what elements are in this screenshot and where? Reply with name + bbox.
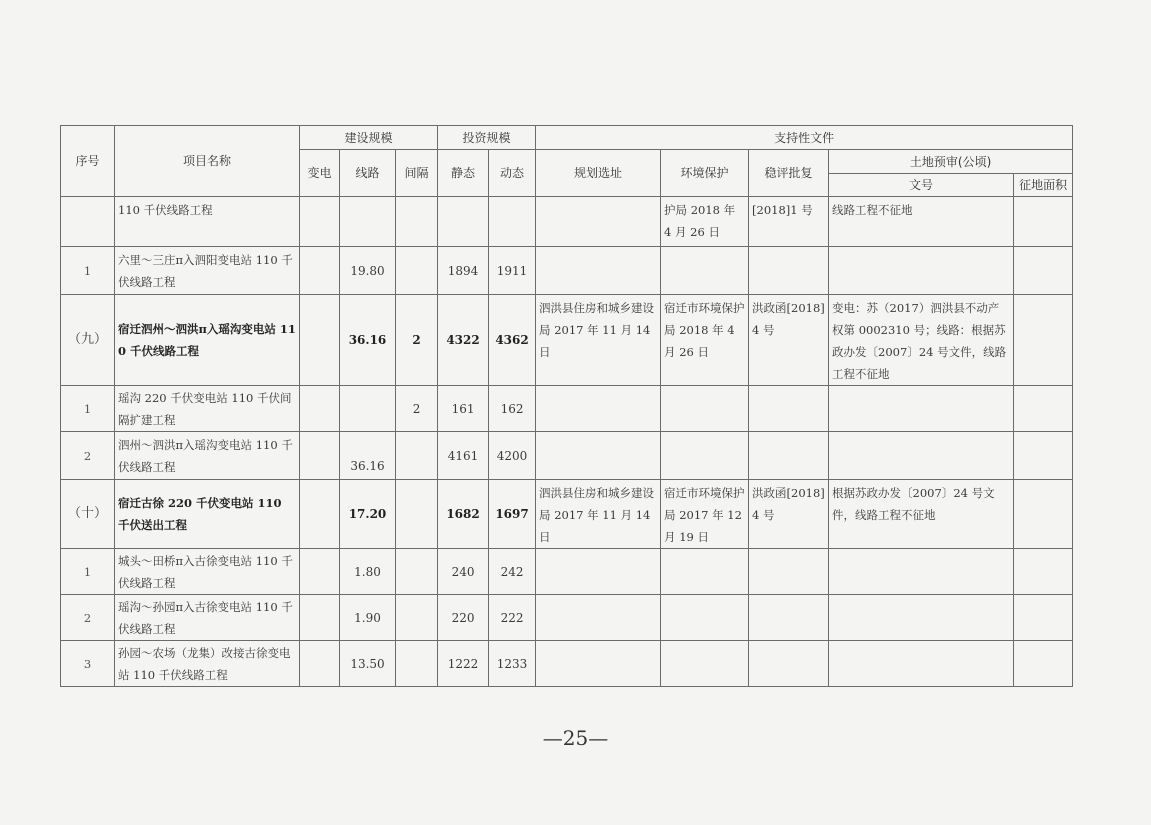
cell-seq: （九） bbox=[61, 295, 115, 386]
cell-dynamic: 162 bbox=[489, 386, 536, 432]
cell-line: 19.80 bbox=[340, 247, 396, 295]
table-row bbox=[61, 247, 1073, 295]
cell-doc-no: 线路工程不征地 bbox=[829, 197, 1014, 247]
cell-line: 13.50 bbox=[340, 641, 396, 687]
cell-env bbox=[661, 247, 749, 295]
cell-dynamic: 4200 bbox=[489, 432, 536, 480]
cell-area bbox=[1014, 386, 1073, 432]
header-static: 静态 bbox=[438, 150, 489, 197]
cell-substation bbox=[300, 480, 340, 549]
cell-seq: 3 bbox=[61, 641, 115, 687]
cell-name: 宿迁古徐 220 千伏变电站 110 千伏送出工程 bbox=[115, 480, 300, 549]
cell-bay bbox=[396, 641, 438, 687]
cell-planning: 泗洪县住房和城乡建设局 2017 年 11 月 14 日 bbox=[536, 480, 661, 549]
cell-name: 六里～三庄π入泗阳变电站 110 千伏线路工程 bbox=[115, 247, 300, 295]
cell-doc-no bbox=[829, 247, 1014, 295]
cell-stability bbox=[749, 386, 829, 432]
cell-planning bbox=[536, 595, 661, 641]
cell-line bbox=[340, 197, 396, 247]
cell-dynamic: 222 bbox=[489, 595, 536, 641]
header-substation: 变电 bbox=[300, 150, 340, 197]
cell-name: 孙园～农场（龙集）改接古徐变电站 110 千伏线路工程 bbox=[115, 641, 300, 687]
project-table bbox=[60, 125, 1073, 687]
header-doc-no: 文号 bbox=[829, 174, 1014, 197]
cell-area bbox=[1014, 295, 1073, 386]
cell-doc-no: 根据苏政办发〔2007〕24 号文件，线路工程不征地 bbox=[829, 480, 1014, 549]
table-row bbox=[61, 386, 1073, 432]
cell-seq: 1 bbox=[61, 386, 115, 432]
cell-stability: 洪政函[2018]4 号 bbox=[749, 295, 829, 386]
cell-area bbox=[1014, 595, 1073, 641]
cell-substation bbox=[300, 549, 340, 595]
cell-dynamic: 1697 bbox=[489, 480, 536, 549]
cell-static: 220 bbox=[438, 595, 489, 641]
table-row bbox=[61, 641, 1073, 687]
cell-planning: 泗洪县住房和城乡建设局 2017 年 11 月 14 日 bbox=[536, 295, 661, 386]
cell-planning bbox=[536, 386, 661, 432]
cell-seq: 1 bbox=[61, 247, 115, 295]
cell-seq: 2 bbox=[61, 432, 115, 480]
cell-static: 1894 bbox=[438, 247, 489, 295]
cell-static: 1682 bbox=[438, 480, 489, 549]
cell-stability bbox=[749, 641, 829, 687]
cell-env: 宿迁市环境保护局 2017 年 12 月 19 日 bbox=[661, 480, 749, 549]
table-row bbox=[61, 295, 1073, 386]
cell-bay bbox=[396, 549, 438, 595]
cell-planning bbox=[536, 432, 661, 480]
cell-name: 泗州～泗洪π入瑶沟变电站 110 千伏线路工程 bbox=[115, 432, 300, 480]
cell-seq: （十） bbox=[61, 480, 115, 549]
header-seq: 序号 bbox=[61, 126, 115, 197]
cell-doc-no bbox=[829, 386, 1014, 432]
header-construction: 建设规模 bbox=[300, 126, 438, 150]
header-support-docs: 支持性文件 bbox=[536, 126, 1073, 150]
cell-name: 瑶沟 220 千伏变电站 110 千伏间隔扩建工程 bbox=[115, 386, 300, 432]
cell-bay bbox=[396, 247, 438, 295]
cell-seq bbox=[61, 197, 115, 247]
cell-line: 1.80 bbox=[340, 549, 396, 595]
cell-stability bbox=[749, 595, 829, 641]
cell-substation bbox=[300, 247, 340, 295]
cell-substation bbox=[300, 641, 340, 687]
cell-seq: 2 bbox=[61, 595, 115, 641]
cell-substation bbox=[300, 295, 340, 386]
table-row bbox=[61, 549, 1073, 595]
cell-env bbox=[661, 432, 749, 480]
cell-dynamic bbox=[489, 197, 536, 247]
cell-doc-no bbox=[829, 549, 1014, 595]
cell-stability: [2018]1 号 bbox=[749, 197, 829, 247]
cell-area bbox=[1014, 480, 1073, 549]
cell-stability bbox=[749, 432, 829, 480]
cell-doc-no bbox=[829, 641, 1014, 687]
cell-bay bbox=[396, 595, 438, 641]
cell-bay bbox=[396, 480, 438, 549]
cell-area bbox=[1014, 641, 1073, 687]
header-name: 项目名称 bbox=[115, 126, 300, 197]
cell-dynamic: 4362 bbox=[489, 295, 536, 386]
header-line: 线路 bbox=[340, 150, 396, 197]
header-dynamic: 动态 bbox=[489, 150, 536, 197]
table-row bbox=[61, 595, 1073, 641]
cell-line: 17.20 bbox=[340, 480, 396, 549]
cell-static: 240 bbox=[438, 549, 489, 595]
cell-bay bbox=[396, 197, 438, 247]
cell-env bbox=[661, 595, 749, 641]
cell-static: 161 bbox=[438, 386, 489, 432]
cell-substation bbox=[300, 386, 340, 432]
cell-name: 城头～田桥π入古徐变电站 110 千伏线路工程 bbox=[115, 549, 300, 595]
cell-planning bbox=[536, 247, 661, 295]
cell-env bbox=[661, 641, 749, 687]
header-land: 土地预审(公顷) bbox=[829, 150, 1073, 174]
cell-doc-no: 变电：苏（2017）泗洪县不动产权第 0002310 号；线路：根据苏政办发〔2007〕24 号文件，线路工程不征地 bbox=[829, 295, 1014, 386]
cell-env: 宿迁市环境保护局 2018 年 4 月 26 日 bbox=[661, 295, 749, 386]
table-row bbox=[61, 197, 1073, 247]
cell-substation bbox=[300, 197, 340, 247]
cell-planning bbox=[536, 197, 661, 247]
cell-static: 4322 bbox=[438, 295, 489, 386]
cell-line bbox=[340, 386, 396, 432]
cell-static: 1222 bbox=[438, 641, 489, 687]
table-row bbox=[61, 432, 1073, 480]
cell-planning bbox=[536, 641, 661, 687]
cell-static: 4161 bbox=[438, 432, 489, 480]
header-stability: 稳评批复 bbox=[749, 150, 829, 197]
cell-doc-no bbox=[829, 432, 1014, 480]
cell-stability: 洪政函[2018]4 号 bbox=[749, 480, 829, 549]
cell-static bbox=[438, 197, 489, 247]
cell-line: 1.90 bbox=[340, 595, 396, 641]
cell-dynamic: 1911 bbox=[489, 247, 536, 295]
cell-substation bbox=[300, 595, 340, 641]
cell-env bbox=[661, 386, 749, 432]
cell-env bbox=[661, 549, 749, 595]
cell-area bbox=[1014, 247, 1073, 295]
cell-line: 36.16 bbox=[340, 432, 396, 480]
cell-line: 36.16 bbox=[340, 295, 396, 386]
header-bay: 间隔 bbox=[396, 150, 438, 197]
cell-area bbox=[1014, 432, 1073, 480]
cell-dynamic: 1233 bbox=[489, 641, 536, 687]
cell-area bbox=[1014, 197, 1073, 247]
cell-doc-no bbox=[829, 595, 1014, 641]
cell-stability bbox=[749, 549, 829, 595]
cell-env: 护局 2018 年 4 月 26 日 bbox=[661, 197, 749, 247]
cell-planning bbox=[536, 549, 661, 595]
cell-dynamic: 242 bbox=[489, 549, 536, 595]
cell-bay: 2 bbox=[396, 386, 438, 432]
header-investment: 投资规模 bbox=[438, 126, 536, 150]
header-planning: 规划选址 bbox=[536, 150, 661, 197]
cell-name: 瑶沟～孙园π入古徐变电站 110 千伏线路工程 bbox=[115, 595, 300, 641]
cell-name: 110 千伏线路工程 bbox=[115, 197, 300, 247]
cell-area bbox=[1014, 549, 1073, 595]
cell-name: 宿迁泗州～泗洪π入瑶沟变电站 110 千伏线路工程 bbox=[115, 295, 300, 386]
cell-seq: 1 bbox=[61, 549, 115, 595]
cell-substation bbox=[300, 432, 340, 480]
page-number: —25— bbox=[542, 726, 609, 750]
header-env: 环境保护 bbox=[661, 150, 749, 197]
header-area: 征地面积 bbox=[1014, 174, 1073, 197]
cell-bay: 2 bbox=[396, 295, 438, 386]
table-row bbox=[61, 480, 1073, 549]
cell-bay bbox=[396, 432, 438, 480]
cell-stability bbox=[749, 247, 829, 295]
